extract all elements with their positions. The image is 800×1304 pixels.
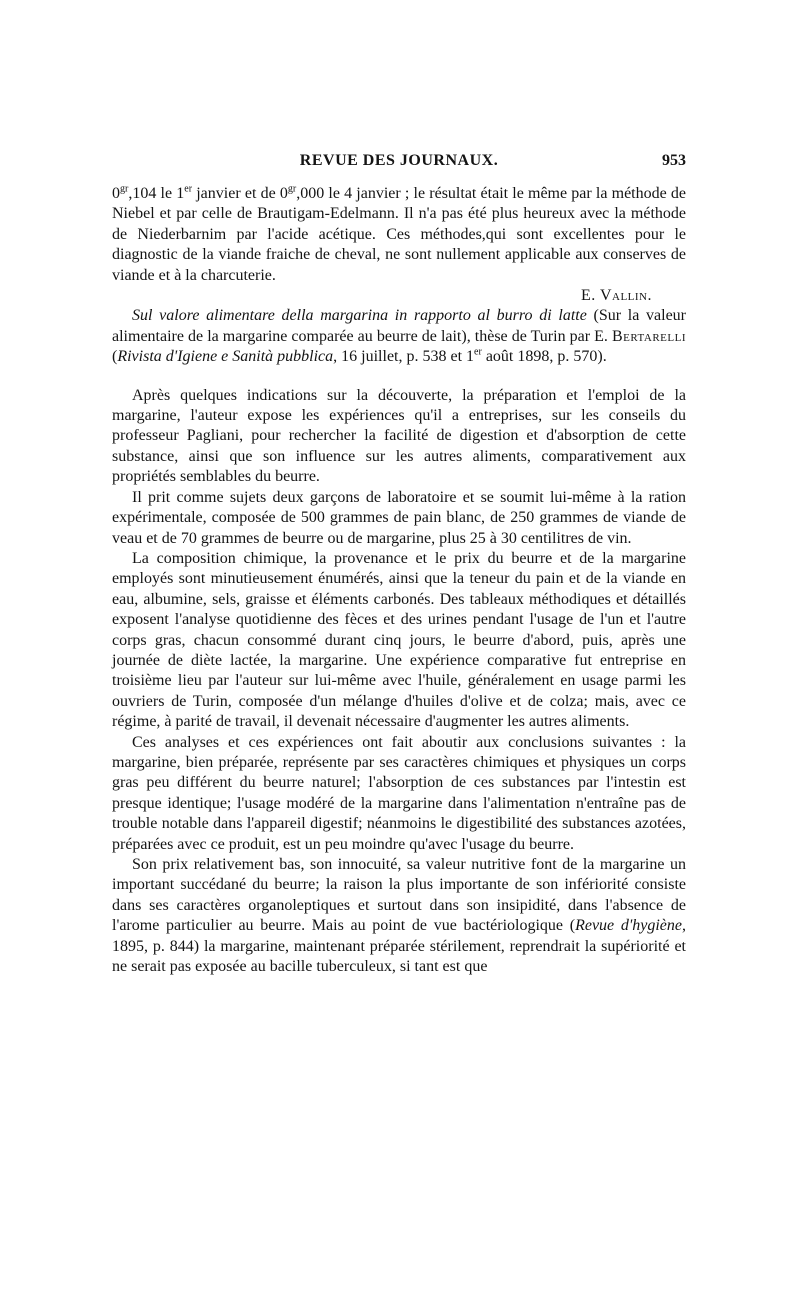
paragraph: Après quelques indications sur la découverte, la préparation et l'emploi de la margarine, l'auteur expose les expériences qu'il a entreprises, sur les conseils du professeur Pagliani, pour rechercher la facilité de digestion et d'absorption de cette substance, ainsi que son influence sur les autres aliments, comparativement aux propriétés semblables du beurre. bbox=[112, 386, 686, 486]
paragraph-text: Son prix relativement bas, son innocuité, sa valeur nutritive font de la margarine un important succédané du beurre; la raison la plus importante de son infériorité consiste dans ses caractères organoleptiques et surtout dans son insipidité, dans l'absence de l'arome particulier au beurre. Mais au point de vue bactériologique ( bbox=[112, 856, 686, 935]
journal-section-title: REVUE DES JOURNAUX. bbox=[299, 152, 499, 169]
article-subtitle: (Sur la valeur alimentaire de la margarine comparée au beurre de lait), thèse de Turin par E. bbox=[112, 307, 687, 345]
journal-name: Rivista d'Igiene e Sanità pubblica bbox=[117, 348, 334, 366]
unit-superscript: gr bbox=[287, 183, 297, 195]
intro-text: ,104 le 1 bbox=[128, 185, 185, 202]
paragraph: La composition chimique, la provenance et le prix du beurre et de la margarine employés sont minutieusement énumérés, ainsi que la teneur du pain et de la viande en eau, albumine, sels, graisse et éléments carbonés. Des tableaux méthodiques et détaillés exposent l'analyse quotidienne des fèces et des urines pendant l'usage de l'un et l'autre corps gras, chacun consommé durant cinq jours, le beurre d'abord, puis, après une journée de diète lactée, la margarine. Une expérience comparative fut entreprise en troisième lieu par l'auteur sur lui-même avec l'huile, généralement en usage parmi les ouvriers de Turin, composée d'un mélange d'huiles d'olive et de colza; mais, avec ce régime, à parité de travail, il devenait nécessaire d'augmenter les autres aliments. bbox=[112, 549, 686, 731]
intro-text: janvier et de 0 bbox=[192, 185, 288, 202]
paragraph: Il prit comme sujets deux garçons de laboratoire et se soumit lui-même à la ration expérimentale, composée de 500 grammes de pain blanc, de 250 grammes de viande de veau et de 70 grammes de beurre ou de margarine, plus 25 à 30 centilitres de vin. bbox=[112, 488, 686, 547]
signature-line bbox=[112, 286, 686, 306]
continued-paragraph bbox=[112, 184, 686, 286]
article-title: Sul valore alimentare della margarina in rapporto al burro di latte bbox=[132, 307, 587, 325]
article-subtitle: août 1898, p. 570). bbox=[481, 348, 607, 366]
article-author: Bertarelli bbox=[611, 327, 686, 345]
running-header bbox=[112, 152, 686, 178]
intro-text: ,000 le 4 janvier ; le résultat était le même par la méthode de Niebel et par celle de Brautigam-Edelmann. Il n'a pas été plus heureux avec la méthode de Niederbarnim par l'acide acétique. Ces méthodes,qui sont excellentes pour le diagnostic de la viande fraiche de cheval, ne sont nullement applicable aux conserves de viande et à la charcuterie. bbox=[112, 185, 687, 284]
paragraph: Ces analyses et ces expériences ont fait aboutir aux conclusions suivantes : la margarine, bien préparée, représente par ses caractères chimiques et physiques un corps gras peu différent du beurre naturel; l'absorption de ces substances par l'intestin est presque identique; l'usage modéré de la margarine dans l'alimentation n'entraîne pas de trouble notable dans l'appareil digestif; néanmoins le digestibilité des substances azotées, préparées avec ce produit, est un peu moindre qu'avec l'usage du beurre. bbox=[112, 733, 686, 853]
unit-superscript: gr bbox=[120, 183, 129, 195]
page-body bbox=[112, 184, 686, 977]
paragraph-text: , 1895, p. 844) la margarine, maintenant préparée stérilement, reprendrait la supériorité et ne serait pas exposée au bacille tuberculeux, si tant est que bbox=[112, 917, 687, 976]
ordinal-superscript: er bbox=[184, 183, 193, 195]
article-heading bbox=[112, 306, 686, 367]
ordinal-superscript: er bbox=[474, 346, 482, 358]
article-subtitle: ( bbox=[112, 348, 118, 366]
intro-text: 0 bbox=[112, 185, 120, 202]
paragraph bbox=[112, 855, 686, 977]
page-number: 953 bbox=[662, 152, 686, 169]
reference-journal: Revue d'hygiène bbox=[575, 917, 683, 935]
author-signature: E. Vallin. bbox=[580, 287, 652, 305]
article-subtitle: , 16 juillet, p. 538 et 1 bbox=[333, 348, 475, 366]
